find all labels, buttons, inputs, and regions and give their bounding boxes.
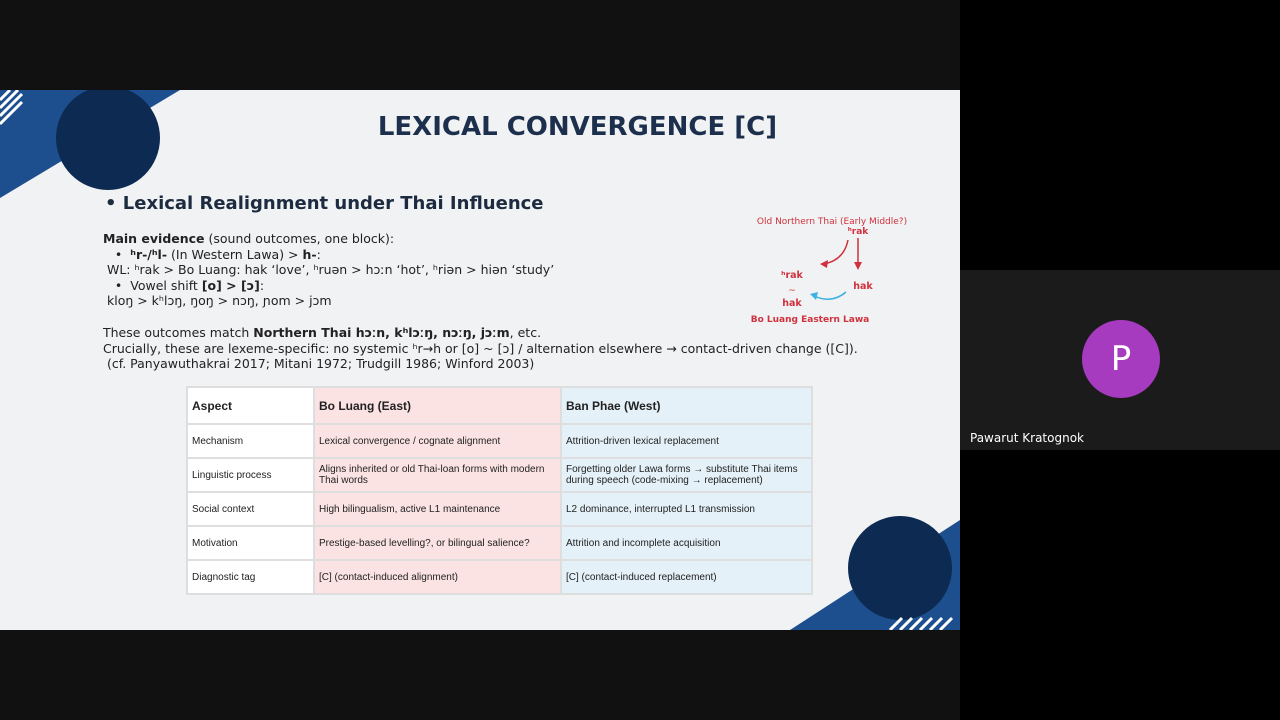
match-bold: Northern Thai hɔːn, kʰlɔːŋ, nɔːŋ, jɔːm xyxy=(253,325,510,340)
table-cell: High bilingualism, active L1 maintenance xyxy=(314,492,561,526)
table-cell: Lexical convergence / cognate alignment xyxy=(314,424,561,458)
evidence-label-line xyxy=(103,231,554,247)
table-cell: Forgetting older Lawa forms → substitute Thai items during speech (code-mixing → replacement) xyxy=(561,458,812,492)
table-cell: Diagnostic tag xyxy=(187,560,314,594)
diagram-arrow-left-head xyxy=(820,260,828,268)
table-row xyxy=(187,560,812,594)
table-cell: [C] (contact-induced alignment) xyxy=(314,560,561,594)
participant-tile[interactable] xyxy=(960,270,1280,450)
diagram-right-form: hak xyxy=(853,281,873,292)
evidence-line-4 xyxy=(103,293,554,309)
bullet-heading-text: Lexical Realignment under Thai Influence xyxy=(122,193,544,214)
main-evidence-block xyxy=(103,231,554,309)
table-cell: L2 dominance, interrupted L1 transmission xyxy=(561,492,812,526)
evidence-line-1-bold2: h- xyxy=(302,246,317,262)
table-cell: Attrition and incomplete acquisition xyxy=(561,526,812,560)
evidence-line-4-text: kloŋ > kʰlɔŋ, ŋoŋ > nɔŋ, ɲom > jɔm xyxy=(106,293,332,308)
table-header-west: Ban Phae (West) xyxy=(561,387,812,424)
crucially-line: Crucially, these are lexeme-specific: no systemic ʰr→h or [o] ~ [ɔ] / alternation elsewhere → contact-driven change ([C]). xyxy=(103,340,858,356)
table-cell: Motivation xyxy=(187,526,314,560)
table-row xyxy=(187,492,812,526)
evidence-label: Main evidence xyxy=(103,231,205,246)
evidence-line-1-bold: ʰr-/ʰl- xyxy=(130,246,168,262)
table-cell: Linguistic process xyxy=(187,458,314,492)
table-cell: [C] (contact-induced replacement) xyxy=(561,560,812,594)
table-cell: Mechanism xyxy=(187,424,314,458)
evidence-line-1: • ʰr-/ʰl- (In Western Lawa) > h-: xyxy=(103,246,321,262)
diagram-arrow-blue-head xyxy=(810,292,818,300)
match-pre: These outcomes match xyxy=(103,325,254,340)
diagram-arrow-blue xyxy=(814,292,846,299)
participant-avatar: P xyxy=(1082,320,1160,398)
bullet-dot: • xyxy=(105,193,123,214)
evidence-line-3-bold: [o] > [ɔ] xyxy=(201,277,260,293)
diagram-arrow-down-head xyxy=(854,262,862,270)
evidence-label-rest: (sound outcomes, one block): xyxy=(204,231,395,246)
comparison-table xyxy=(186,386,813,595)
evidence-line-3-pre: Vowel shift xyxy=(130,277,202,293)
table-cell: Aligns inherited or old Thai-loan forms with modern Thai words xyxy=(314,458,561,492)
table-cell: Prestige-based levelling?, or bilingual salience? xyxy=(314,526,561,560)
evidence-line-1-mid: (In Western Lawa) > xyxy=(167,246,303,262)
sound-change-diagram xyxy=(740,208,940,328)
table-header-row xyxy=(187,387,812,424)
diagram-left-form: ʰrak xyxy=(781,270,803,281)
evidence-line-2-text: WL: ʰrak > Bo Luang: hak ‘love’, ʰruən > hɔːn ‘hot’, ʰriən > hiən ‘study’ xyxy=(106,262,555,277)
table-row xyxy=(187,424,812,458)
evidence-line-3: • Vowel shift [o] > [ɔ]: xyxy=(103,277,265,293)
presentation-slide xyxy=(0,90,960,630)
match-end: , etc. xyxy=(509,325,542,340)
slide-title: LEXICAL CONVERGENCE [C] xyxy=(377,112,778,142)
table-header-east: Bo Luang (East) xyxy=(314,387,561,424)
conclusion-block xyxy=(103,325,858,372)
diagram-left-form-2: hak xyxy=(782,298,802,309)
diagram-top-label: Old Northern Thai (Early Middle?) xyxy=(756,217,908,227)
diagram-top-form: ʰrak xyxy=(847,227,869,237)
diagram-tilde: ~ xyxy=(788,286,796,296)
table-header-aspect: Aspect xyxy=(187,387,314,424)
table-row xyxy=(187,458,812,492)
evidence-line-1-end: : xyxy=(316,246,321,262)
table-cell: Attrition-driven lexical replacement xyxy=(561,424,812,458)
evidence-line-2 xyxy=(103,262,554,278)
slide-decoration-top-left xyxy=(0,90,200,200)
diagram-bottom-label: Bo Luang Eastern Lawa xyxy=(750,315,870,325)
table-cell: Social context xyxy=(187,492,314,526)
citations-line: (cf. Panyawuthakrai 2017; Mitani 1972; Trudgill 1986; Winford 2003) xyxy=(103,356,535,371)
bullet-heading xyxy=(105,193,544,214)
evidence-line-3-end: : xyxy=(259,277,265,293)
participant-name: Pawarut Kratognok xyxy=(970,431,1084,445)
table-row xyxy=(187,526,812,560)
